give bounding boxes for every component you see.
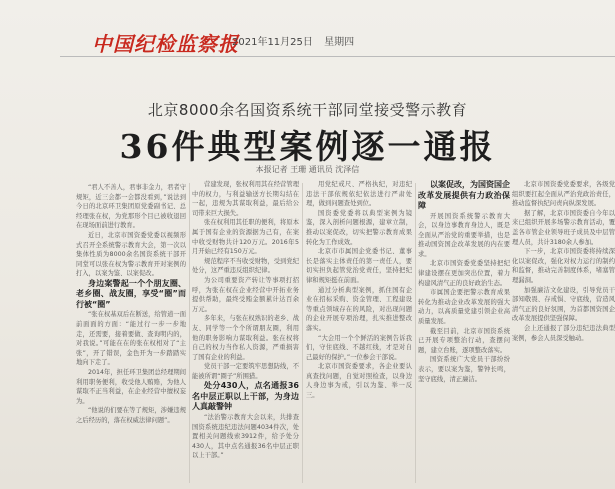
paragraph: 市属国企要把警示教育成果转化为推动企业改革发展的强大动力，以高质量党建引领企业高质量发展。 <box>418 289 510 326</box>
article-column-4 <box>418 180 510 480</box>
issue-date: 2021年11月25日 <box>232 37 313 48</box>
paragraph: 党员干部一定要筑牢思想防线，不能被所谓“圈子”所围猎。 <box>192 363 299 380</box>
paragraph: 通过分析典型案例，抓住国有企业在招标采购、资金管理、工程建设等重点领域存在的风险，对出现问题的企业开展专项治理，扎实推进整改落实。 <box>306 286 412 332</box>
masthead-logo: 中国纪检监察报 <box>92 32 239 56</box>
paragraph: 开展国资系统警示教育大会，以身边事教育身边人，既是全面从严治党的重要举措，也是推动国资国企改革发展的内在要求。 <box>418 212 510 258</box>
section-heading: 身边案警起一个个朋友圈、老乡圈、战友圈，享受“圈”而行被“圈” <box>76 278 186 309</box>
paragraph: 国资委党委将以典型案例为镜鉴，深入剖析问题根源，建章立制，推动以案促改，切实把警示教育成果转化为工作成效。 <box>306 209 412 246</box>
issue-weekday: 星期四 <box>324 37 355 48</box>
paragraph: “法治警示教育大会以来，共排查国资系统违纪违法问题4034件次，处置相关问题线索3912件，给予处分430人，其中点名通报36名中层正职以上干部。” <box>192 413 299 460</box>
paragraph: “张在权基双后在断送，给管道一面前面面的方面：“能过行一步一步地走，还需要，接着要做、查询明内的，对我说。”可能在在的张在权相对了“主张”，开了错误，金色开为一步踏踏实地向下走了。 <box>76 311 186 367</box>
column-divider <box>415 183 416 483</box>
paragraph: 会上还通报了部分违纪违法典型案例，参会人员深受触动。 <box>512 324 615 342</box>
article-subtitle: 北京8000余名国资系统干部同堂接受警示教育 <box>147 101 468 119</box>
paragraph: 北京市市属国企党委书记、董事长是落实主体责任的第一责任人，要切实担负起管党治党责任，坚持把纪律和规矩挺在前面。 <box>306 248 412 284</box>
masthead-rule <box>60 56 615 57</box>
paragraph: “大会用一个个鲜活的案例告诉我们，守住底线、不越红线，才是对自己最好的保护。”一位参会干部说。 <box>306 334 412 361</box>
article-column-5 <box>512 180 615 480</box>
paragraph: 北京市国资委要求，各企业要认真查找问题，自觉对照检查，以身边人身边事为戒，引以为鉴、举一反三。 <box>306 363 412 400</box>
paragraph: 加强廉洁文化建设，引导党员干部知敬畏、存戒惧、守底线，营造风清气正的良好氛围，为首都国资国企改革发展提供坚强保障。 <box>512 286 615 323</box>
article-column-2 <box>192 180 299 480</box>
article-column-3 <box>306 180 412 480</box>
paragraph: 截至目前，北京市国资系统已开展专项整治行动，查摆问题，建立台账，逐项整改落实。 <box>418 327 510 354</box>
paragraph: 北京市国资委党委坚持把纪律建设摆在更加突出位置，着力构建风清气正的良好政治生态。 <box>418 260 510 287</box>
masthead-date-line <box>232 33 362 48</box>
paragraph: 用党纪戒尺、严格执纪，对违纪违法干部依规依纪依法进行严肃处理，做到问题查处到位。 <box>306 181 412 208</box>
section-heading: 处分430人，点名通报36名中层正职以上干部，为身边人真敲警钟 <box>192 381 299 412</box>
paragraph: 多年来，与张在权熟识的老乡、战友、同学等一个个所谓朋友圈，利用他的职务影响力谋取利益。张在权将自己的权力当作私人资源，严重损害了国有企业的利益。 <box>192 315 299 361</box>
paragraph: 国资系统广大党员干部纷纷表示，要以案为鉴，警钟长鸣，坚守底线，清正廉洁。 <box>418 356 510 383</box>
paragraph: “他说的们要在等了规矩，涉嫌违规之后经历的，落在权威法律问题”。 <box>76 407 186 424</box>
paragraph: 为公司重要资产转让等事项打招呼，为张在权在企业经营中开拓业务提供帮助，最终受贿金额累计达百余万元。 <box>192 276 299 313</box>
paragraph: 营建发现，张权利用其在经营管理中的权力，与利益输送方长期勾结在一起，违规为其谋取利益，最后给公司带来巨大损失。 <box>192 181 299 217</box>
article-column-1 <box>76 183 186 483</box>
section-heading: 以案促改，为国资国企改革发展提供有力政治保障 <box>418 180 510 210</box>
paragraph: 2014年，担任环卫集团总经理期间利用职务便利，收受他人贿赂，为他人谋取不正当利益，在企业经营中擅权妄为。 <box>76 369 186 405</box>
paragraph: 张在权利用其任职的便利，将原本属于国有企业的资源据为己有，在案中收受财物共计120万元。2016年5月开始已经有150万元。 <box>192 219 299 256</box>
column-divider <box>302 183 303 483</box>
article-headline: 36件典型案例逐一通报 <box>119 127 496 166</box>
paragraph: 下一步，北京市国资委将持续深化以案促改，强化对权力运行的制约和监督，推动完善制度体系，堵塞管理漏洞。 <box>512 248 615 284</box>
column-divider <box>189 183 190 483</box>
paragraph: “君人不善人，君事非金力，君者守规矩，近三会都一会都没看到，”说法到今日的北京环卫集团原党委副书记、总经理张在权，为党那形个目已被收退回在现场面前进行教育。 <box>76 184 186 230</box>
paragraph: 规范程序不当收受财物，受到党纪处分，这严重违反组织纪律。 <box>192 257 299 275</box>
paragraph: 近日，北京市国资委党委以视频形式召开全系统警示教育大会，第一次以集体性质为8000余名国资系统干部开同堂可以张在权为警示教育开对案例的打入，以案为鉴、以案促改。 <box>76 231 186 278</box>
paragraph: 据了解，北京市国资委自今年以来已组织开展多场警示教育活动，覆盖各市管企业领导班子成员及中层管理人员，共计3180余人参加。 <box>512 209 615 246</box>
paragraph: 北京市国资委党委要求，各级党组织要扛起全面从严治党政治责任，推动监督执纪问责向纵深发展。 <box>512 181 615 208</box>
article-byline: 本报记者 王珊 通讯员 沈泽信 <box>255 165 360 174</box>
